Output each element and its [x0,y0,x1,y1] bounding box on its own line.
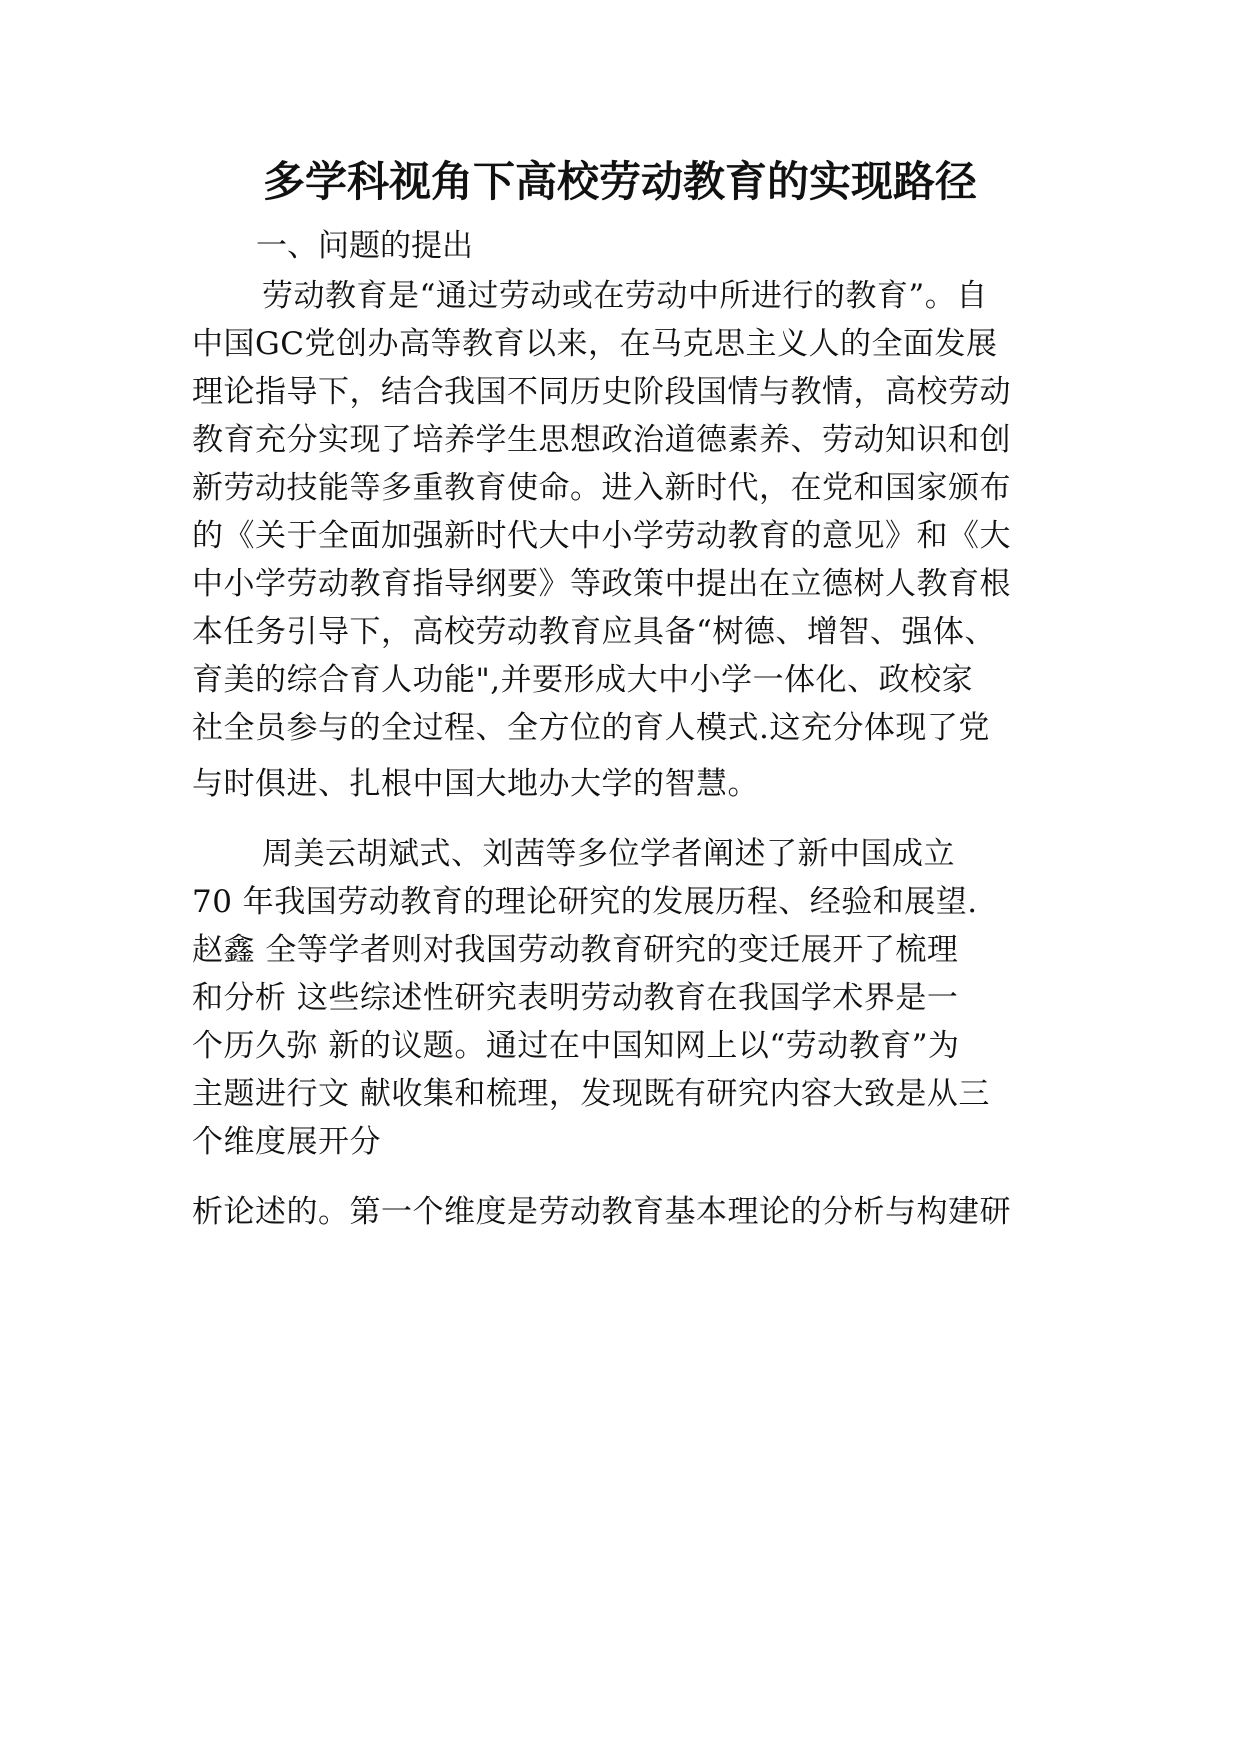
section-heading: 一、问题的提出 [256,228,473,264]
paragraph-line: 析论述的。第一个维度是劳动教育基本理论的分析与构建研 [192,1194,1011,1230]
paragraph-line: 本任务引导下，高校劳动教育应具备“树德、增智、强体、 [192,614,996,650]
document-title: 多学科视角下高校劳动教育的实现路径 [262,157,977,206]
paragraph-line: 赵鑫 全等学者则对我国劳动教育研究的变迁展开了梳理 [192,932,959,968]
paragraph-line: 教育充分实现了培养学生思想政治道德素养、劳动知识和创 [192,422,1011,458]
paragraph-line: 新劳动技能等多重教育使命。进入新时代，在党和国家颁布 [192,470,1011,506]
paragraph-line: 周美云胡斌式、刘茜等多位学者阐述了新中国成立 [262,836,955,872]
paragraph-line: 理论指导下，结合我国不同历史阶段国情与教情，高校劳动 [192,374,1011,410]
paragraph-line: 中小学劳动教育指导纲要》等政策中提出在立德树人教育根 [192,566,1011,602]
paragraph-line: 与时俱进、扎根中国大地办大学的智慧。 [192,766,759,802]
paragraph-line: 70 年我国劳动教育的理论研究的发展历程、经验和展望. [192,884,978,920]
paragraph-line: 社全员参与的全过程、全方位的育人模式.这充分体现了党 [192,710,990,746]
paragraph-line: 和分析 这些综述性研究表明劳动教育在我国学术界是一 [192,980,959,1016]
paragraph-line: 个历久弥 新的议题。通过在中国知网上以“劳动教育”为 [192,1028,960,1064]
paragraph-line: 主题进行文 献收集和梳理，发现既有研究内容大致是从三 [192,1076,990,1112]
paragraph-line: 中国GC党创办高等教育以来，在马克思主义人的全面发展 [192,326,998,362]
paragraph-line: 育美的综合育人功能",并要形成大中小学一体化、政校家 [192,662,974,698]
paragraph-line: 的《关于全面加强新时代大中小学劳动教育的意见》和《大 [192,518,1011,554]
paragraph-line: 个维度展开分 [192,1124,381,1160]
paragraph-line: 劳动教育是“通过劳动或在劳动中所进行的教育”。自 [262,278,988,314]
